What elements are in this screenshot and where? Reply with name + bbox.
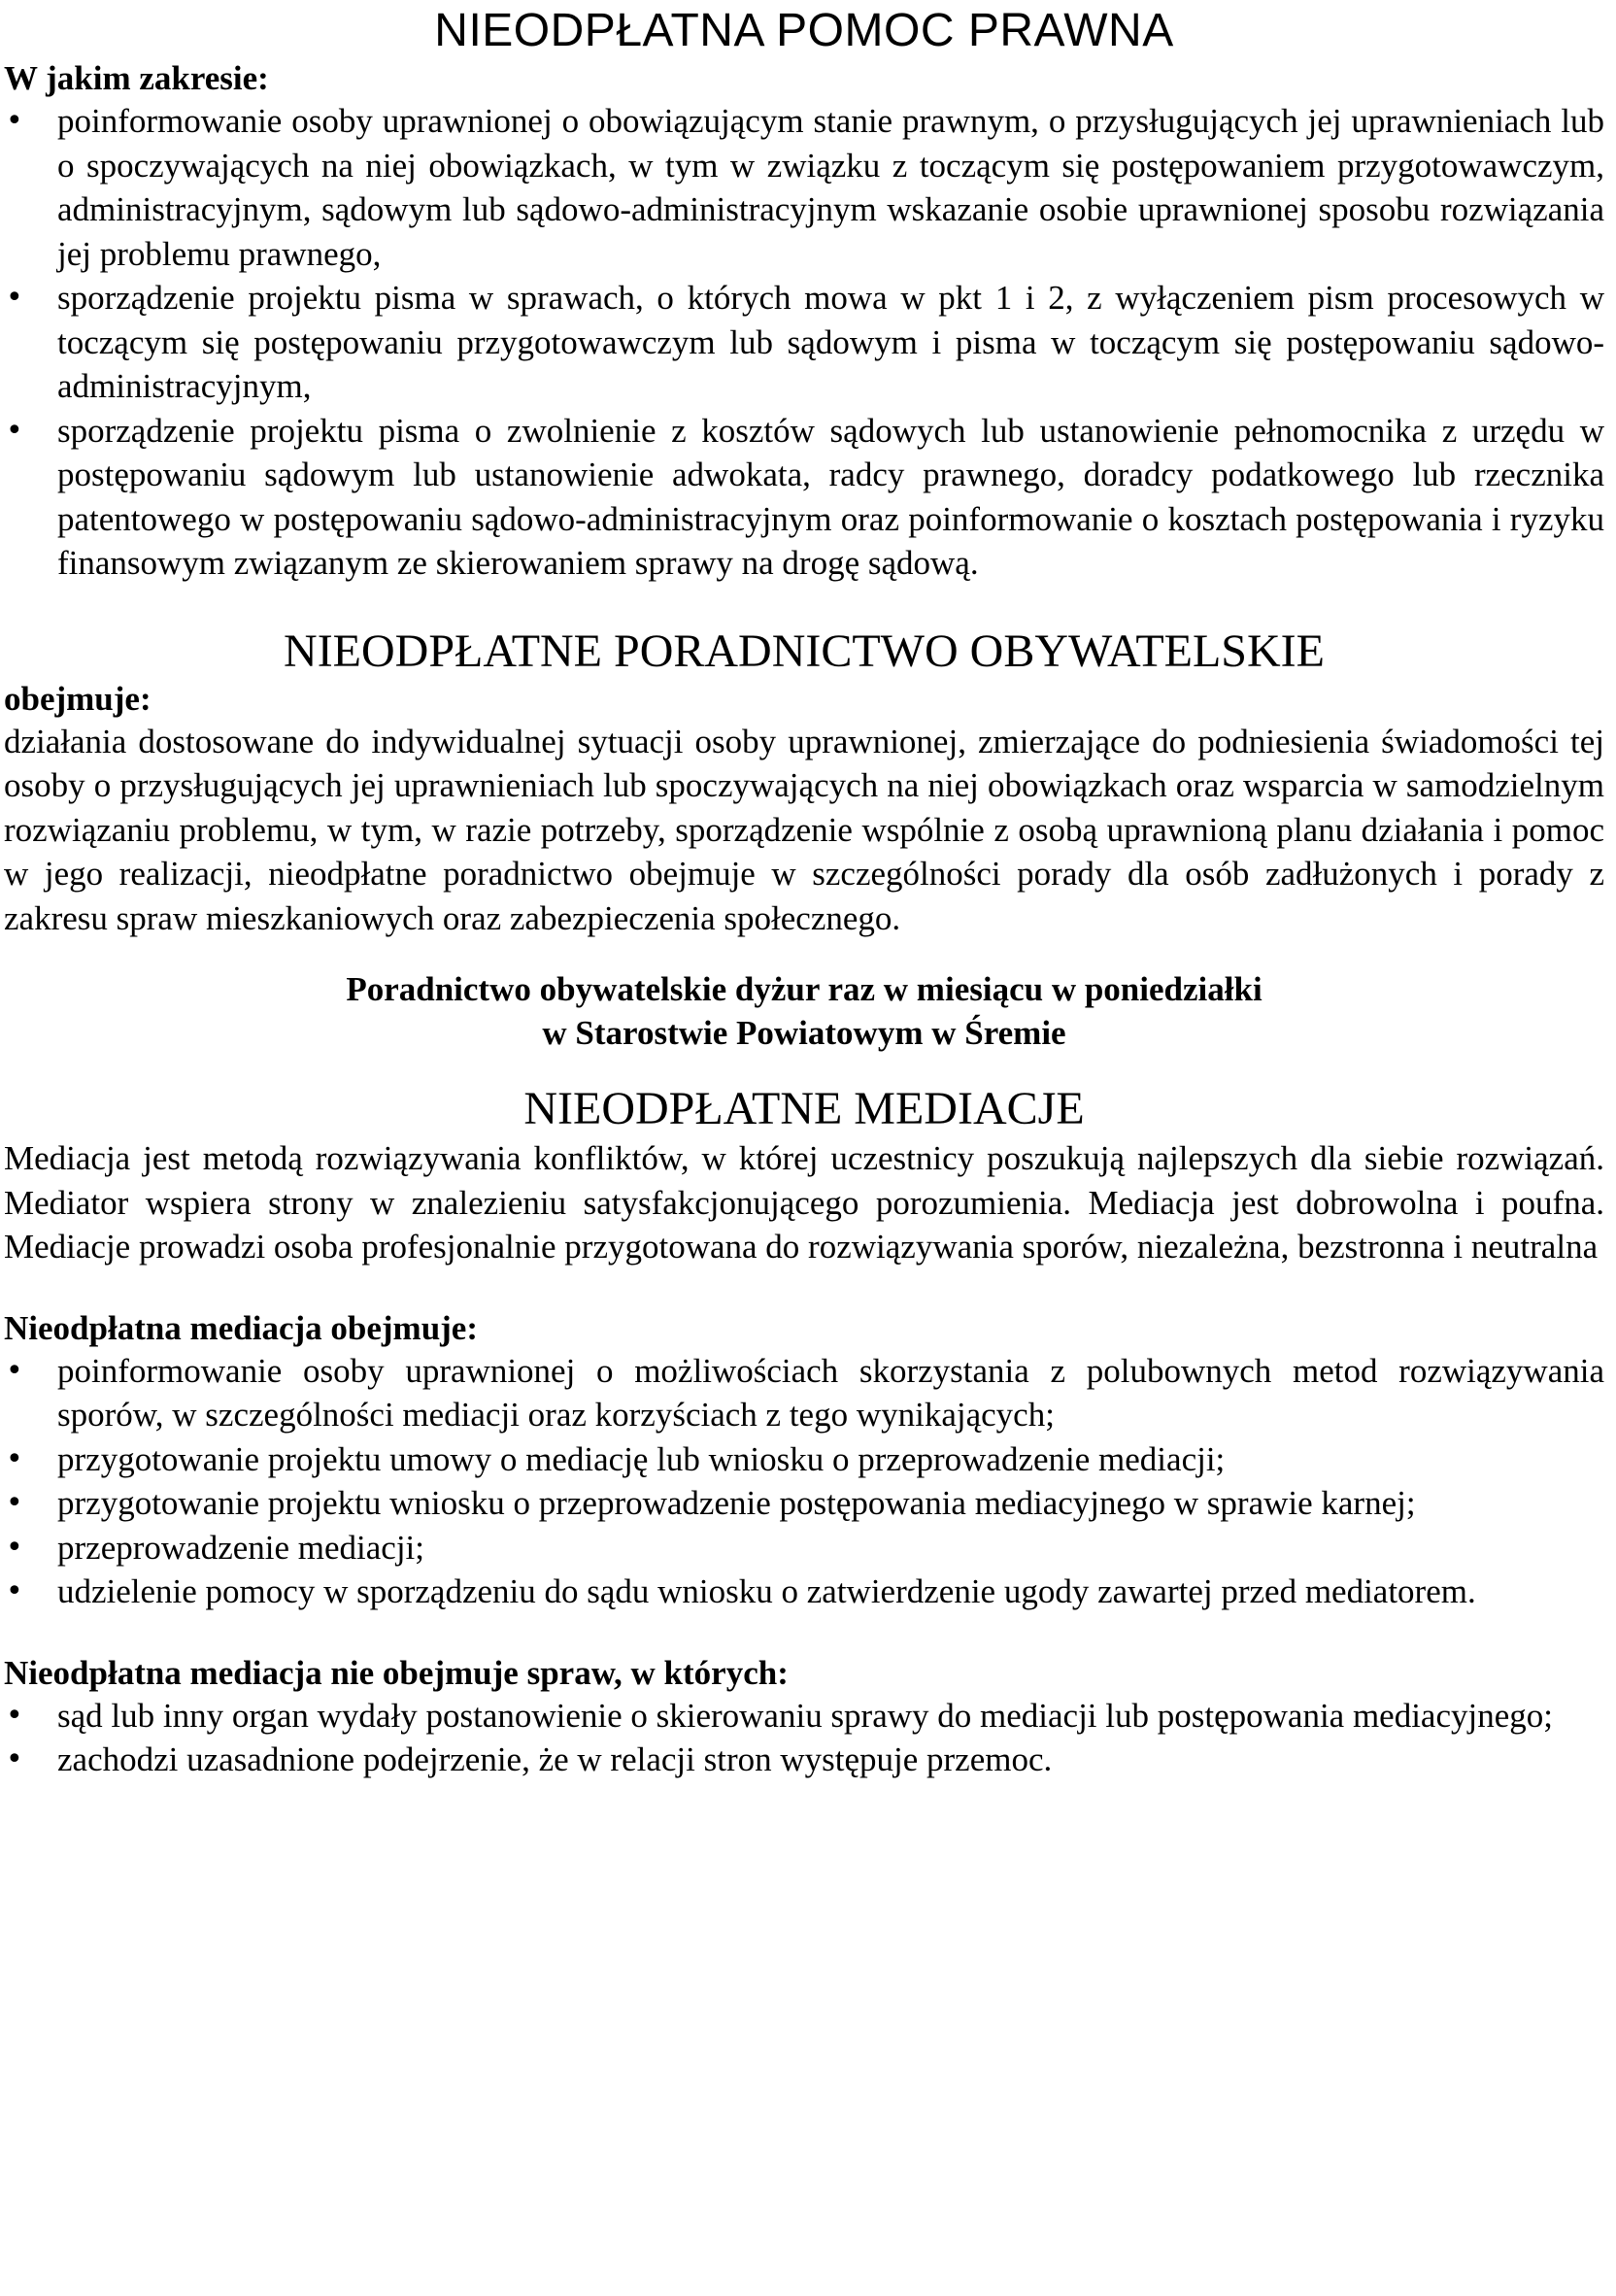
mediation-includes-list <box>4 1349 1604 1614</box>
list-item: • sporządzenie projektu pisma o zwolnienie z kosztów sądowych lub ustanowienie pełnomocnika z urzędu w postępowaniu sądowym lub ustanowienie adwokata, radcy prawnego, doradcy podatkowego lub rzecznika patentowego w postępowaniu sądowo-administracyjnym oraz poinformowanie o kosztach postępowania i ryzyku finansowym związanym ze skierowaniem sprawy na drogę sądową. <box>4 409 1604 586</box>
bullet-icon: • <box>6 281 23 315</box>
list-item: • poinformowanie osoby uprawnionej o możliwościach skorzystania z polubownych metod rozwiązywania sporów, w szczególności mediacji oraz korzyściach z tego wynikających; <box>4 1349 1604 1437</box>
bullet-icon: • <box>6 1698 23 1733</box>
list-item: • przeprowadzenie mediacji; <box>4 1526 1604 1570</box>
legal-aid-title: NIEODPŁATNA POMOC PRAWNA <box>434 5 1174 56</box>
mediation-excludes-label: Nieodpłatna mediacja nie obejmuje spraw, w których: <box>4 1653 789 1692</box>
civic-counseling-label: obejmuje: <box>4 679 152 718</box>
mediation-title: NIEODPŁATNE MEDIACJE <box>523 1083 1085 1134</box>
list-item: • przygotowanie projektu wniosku o przeprowadzenie postępowania mediacyjnego w sprawie karnej; <box>4 1481 1604 1526</box>
bullet-icon: • <box>6 1574 23 1608</box>
list-item: • poinformowanie osoby uprawnionej o obowiązującym stanie prawnym, o przysługujących jej uprawnieniach lub o spoczywających na niej obowiązkach, w tym w związku z toczącym się postępowaniem przygotowawczym, administracyjnym, sądowym lub sądowo-administracyjnym wskazanie osobie uprawnionej sposobu rozwiązania jej problemu prawnego, <box>4 99 1604 276</box>
mediation-includes-label: Nieodpłatna mediacja obejmuje: <box>4 1308 479 1347</box>
list-item: • zachodzi uzasadnione podejrzenie, że w relacji stron występuje przemoc. <box>4 1738 1604 1782</box>
bullet-icon: • <box>6 413 23 448</box>
duty-line-1: Poradnictwo obywatelskie dyżur raz w miesiącu w poniedziałki <box>346 970 1262 1008</box>
bullet-icon: • <box>6 1353 23 1388</box>
bullet-icon: • <box>6 1742 23 1776</box>
civic-counseling-text: działania dostosowane do indywidualnej sytuacji osoby uprawnionej, zmierzające do podniesienia świadomości tej osoby o przysługujących jej uprawnieniach lub spoczywających na niej obowiązkach oraz wsparcia w samodzielnym rozwiązaniu problemu, w tym, w razie potrzeby, sporządzenie wspólnie z osobą uprawnioną planu działania i pomoc w jego realizacji, nieodpłatne poradnictwo obejmuje w szczególności porady dla osób zadłużonych i porady z zakresu spraw mieszkaniowych oraz zabezpieczenia społecznego. <box>4 722 1604 937</box>
list-item: • udzielenie pomocy w sporządzeniu do sądu wniosku o zatwierdzenie ugody zawartej przed mediatorem. <box>4 1570 1604 1614</box>
bullet-icon: • <box>6 1486 23 1520</box>
legal-aid-scope-label: W jakim zakresie: <box>4 59 269 97</box>
list-item: • sąd lub inny organ wydały postanowienie o skierowaniu sprawy do mediacji lub postępowania mediacyjnego; <box>4 1694 1604 1739</box>
civic-counseling-title: NIEODPŁATNE PORADNICTWO OBYWATELSKIE <box>284 625 1325 677</box>
legal-aid-list <box>4 99 1604 586</box>
bullet-icon: • <box>6 1441 23 1476</box>
list-item: • sporządzenie projektu pisma w sprawach, o których mowa w pkt 1 i 2, z wyłączeniem pism procesowych w toczącym się postępowaniu przygotowawczym lub sądowym i pisma w toczącym się postępowaniu sądowo-administracyjnym, <box>4 276 1604 409</box>
bullet-icon: • <box>6 104 23 138</box>
mediation-intro: Mediacja jest metodą rozwiązywania konfliktów, w której uczestnicy poszukują najlepszych dla siebie rozwiązań. Mediator wspiera strony w znalezieniu satysfakcjonującego porozumienia. Mediacja jest dobrowolna i poufna. Mediacje prowadzi osoba profesjonalnie przygotowana do rozwiązywania sporów, niezależna, bezstronna i neutralna <box>4 1139 1604 1266</box>
mediation-excludes-list <box>4 1694 1604 1782</box>
bullet-icon: • <box>6 1530 23 1565</box>
duty-line-2: w Starostwie Powiatowym w Śremie <box>542 1014 1066 1052</box>
list-item: • przygotowanie projektu umowy o mediację lub wniosku o przeprowadzenie mediacji; <box>4 1437 1604 1482</box>
